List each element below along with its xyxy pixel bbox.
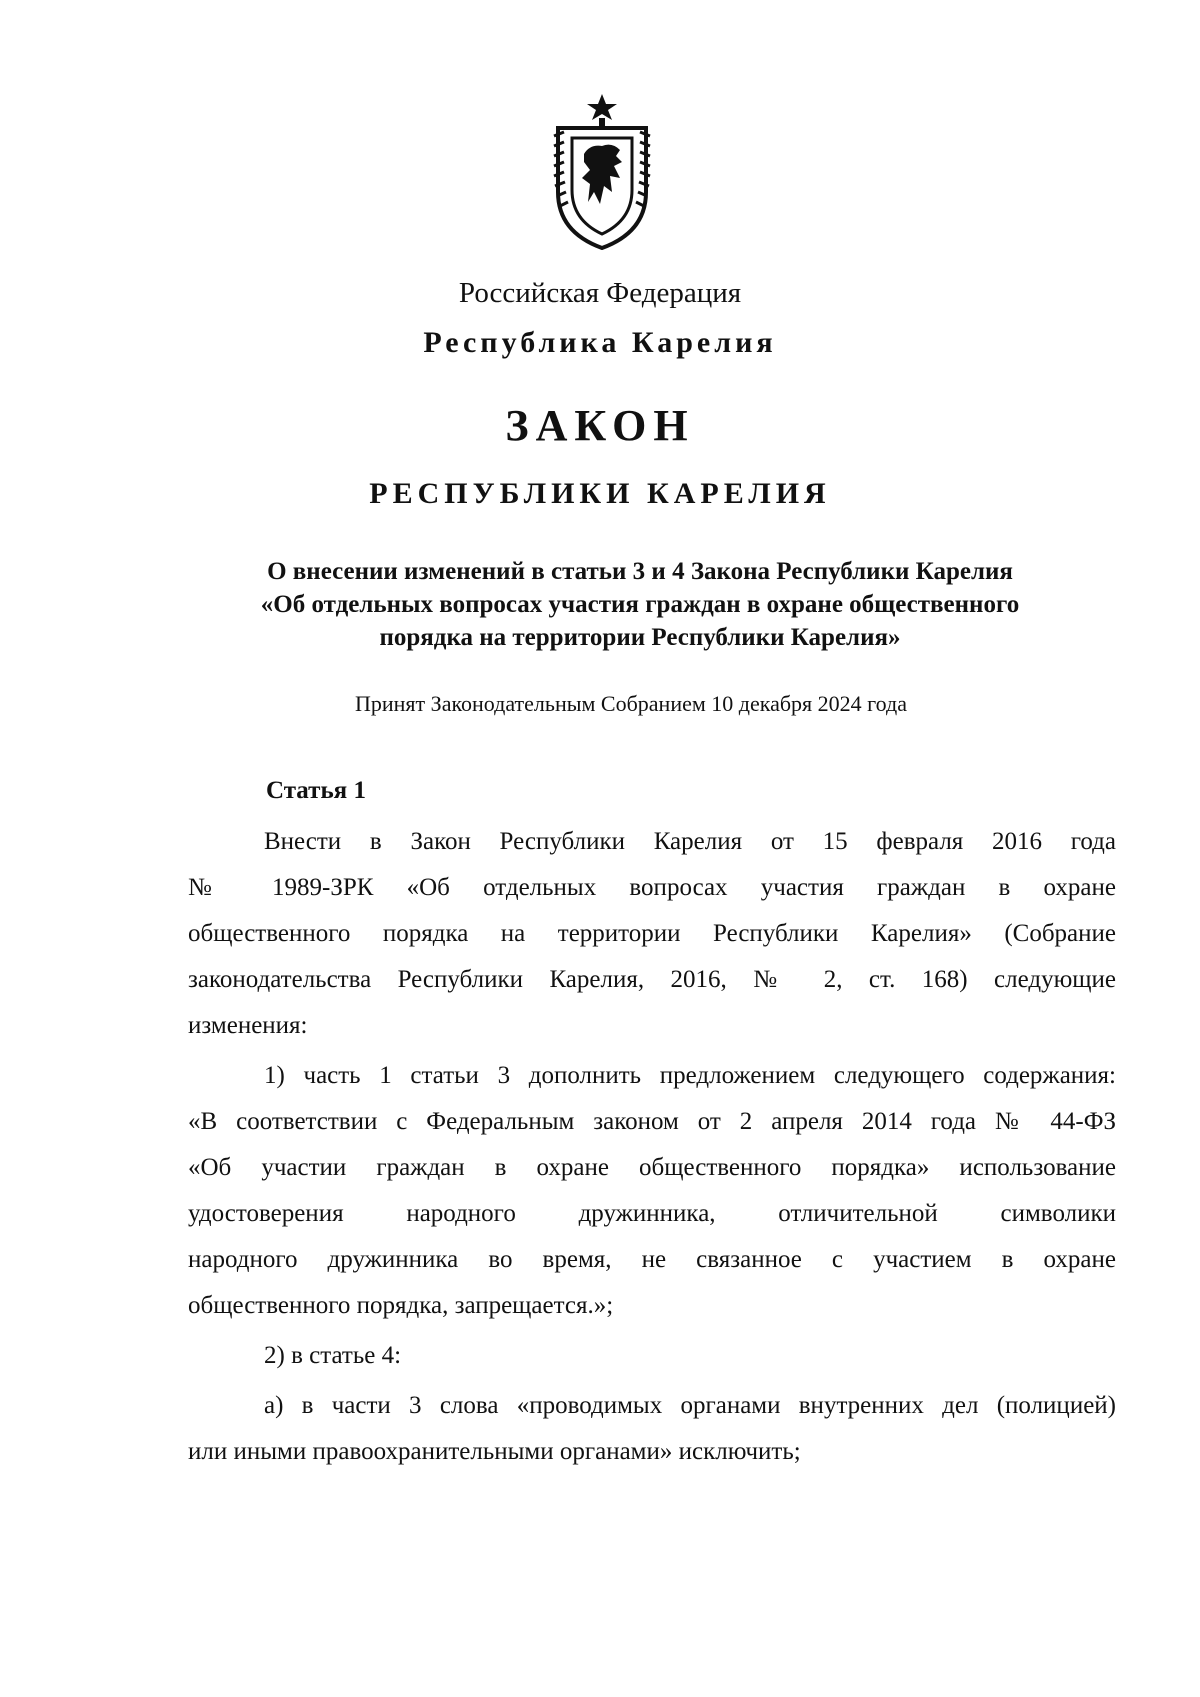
coat-of-arms-icon [550,92,654,250]
body-line: изменения: [188,1012,308,1039]
law-title: ЗАКОН [505,401,695,450]
body-line: 1) часть 1 статьи 3 дополнить предложением следующего содержания: [264,1062,1116,1089]
country-name: Российская Федерация [458,277,742,309]
body-line: № 1989-ЗРК «Об отдельных вопросах участия граждан в охране [188,874,1116,901]
republic-name: Республика Карелия [423,326,777,359]
law-heading-line: О внесении изменений в статьи 3 и 4 Закона Республики Карелия [267,558,1013,585]
body-line: общественного порядка на территории Республики Карелия» (Собрание [188,920,1116,947]
body-line: или иными правоохранительными органами» исключить; [188,1438,801,1465]
body-line: Внести в Закон Республики Карелия от 15 февраля 2016 года [264,828,1116,855]
law-heading-line: «Об отдельных вопросах участия граждан в охране общественного [260,591,1020,618]
law-heading-line: порядка на территории Республики Карелия» [379,624,901,651]
body-line: «В соответствии с Федеральным законом от 2 апреля 2014 года № 44-ФЗ [188,1108,1116,1135]
body-line: народного дружинника во время, не связанное с участием в охране [188,1246,1116,1273]
body-line: а) в части 3 слова «проводимых органами внутренних дел (полицией) [264,1392,1116,1419]
body-line: законодательства Республики Карелия, 2016, № 2, ст. 168) следующие [188,966,1116,993]
adoption-note: Принят Законодательным Собранием 10 декабря 2024 года [355,691,907,716]
body-line: 2) в статье 4: [264,1342,402,1369]
article-title: Статья 1 [266,777,366,804]
body-line: общественного порядка, запрещается.»; [188,1292,614,1319]
law-heading [200,555,1080,654]
law-subtitle: РЕСПУБЛИКИ КАРЕЛИЯ [369,477,831,510]
body-line: удостоверения народного дружинника, отличительной символики [188,1200,1116,1227]
body-line: «Об участии граждан в охране общественного порядка» использование [188,1154,1116,1181]
